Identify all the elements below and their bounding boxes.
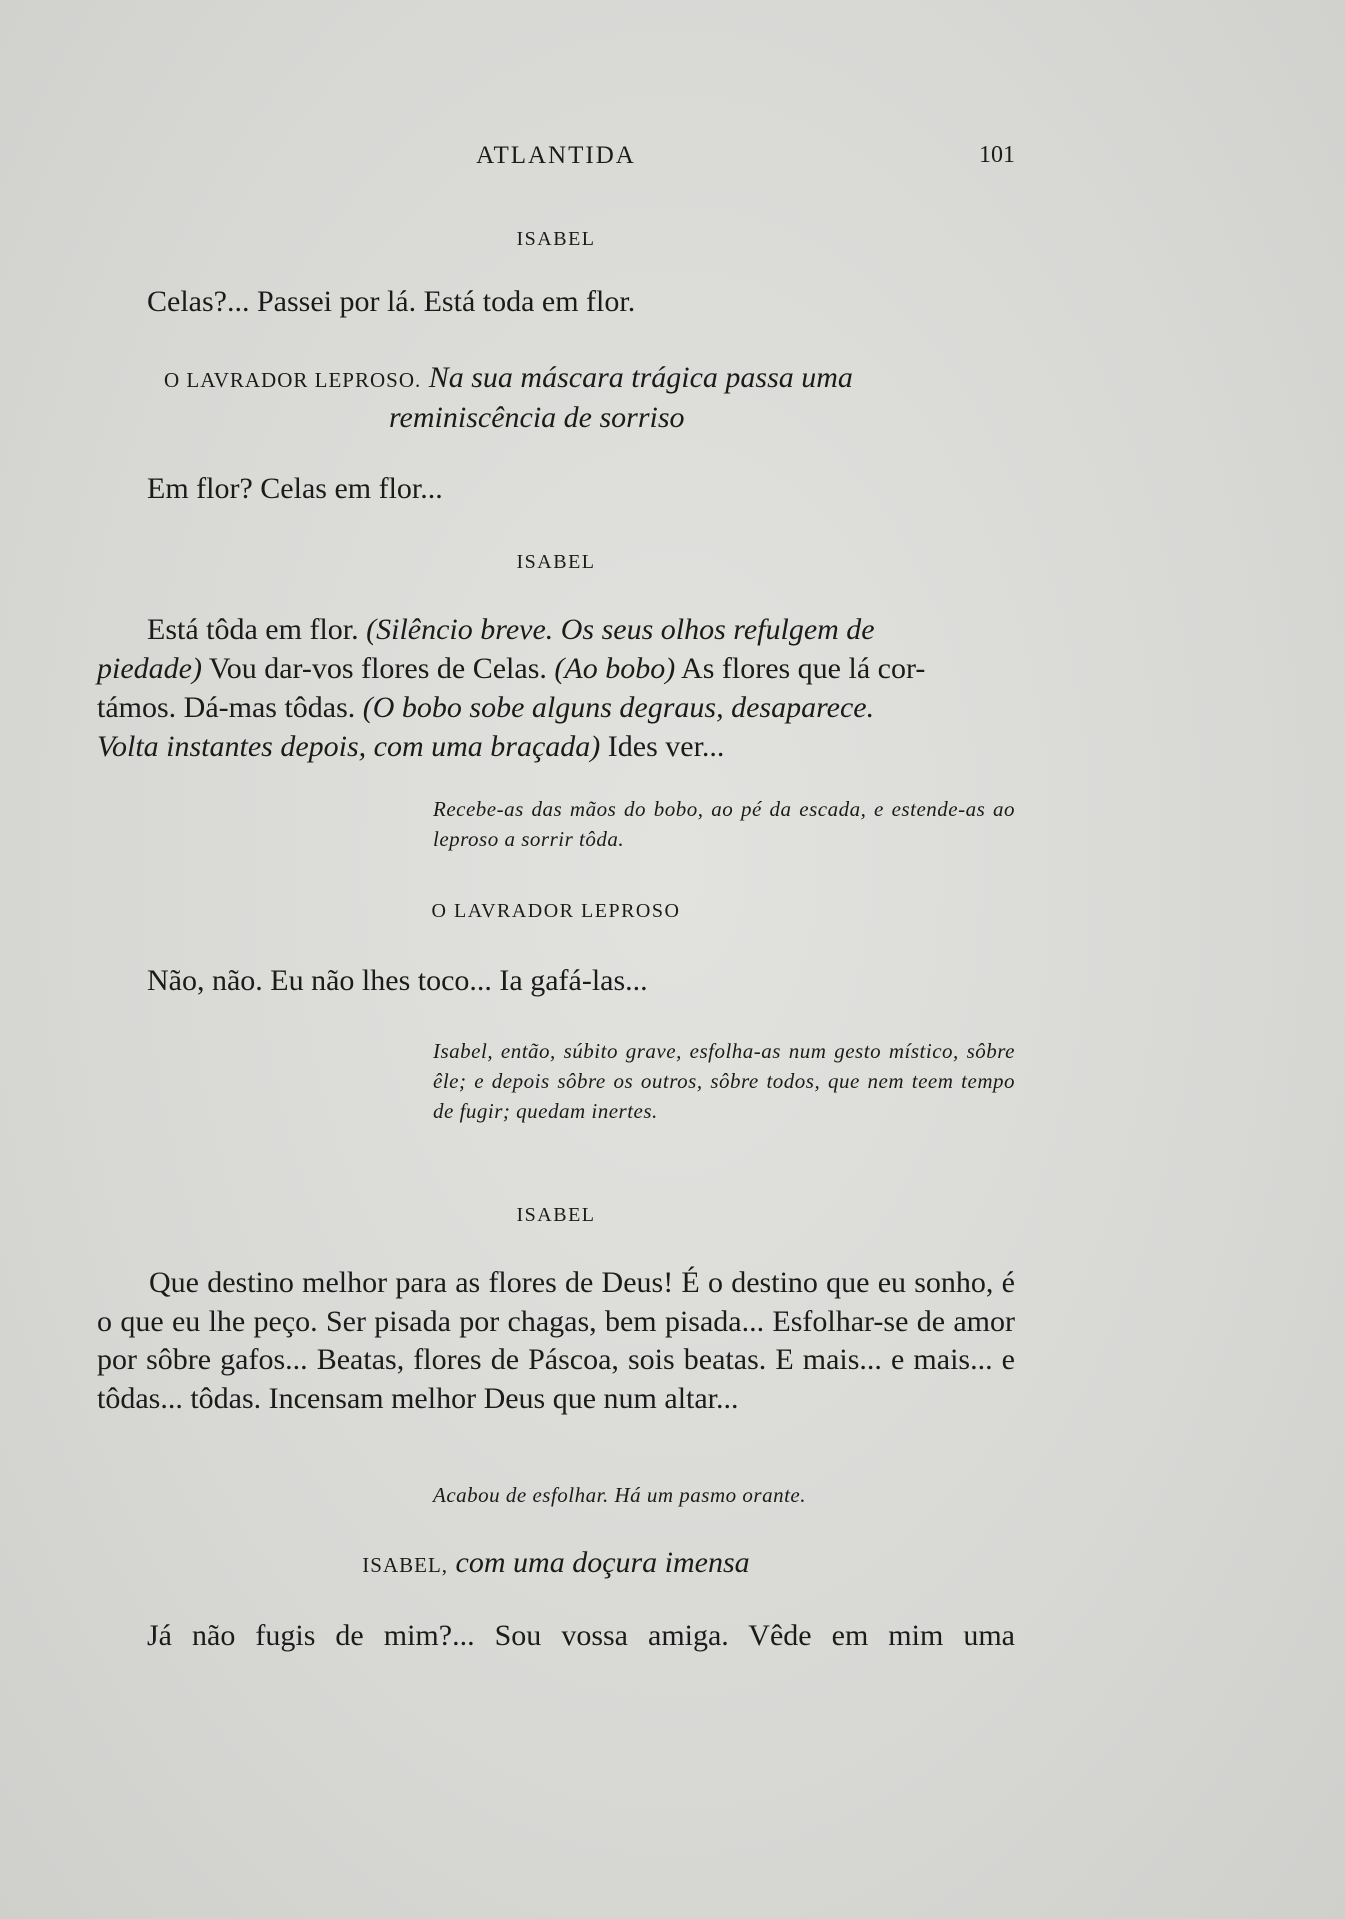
speaker-direction-leproso-1 [164,359,1024,437]
dialogue-line-3d [97,728,1015,766]
dialogue-line-2: Em flor? Celas em flor... [147,472,443,505]
speaker-direction-isabel-4 [97,1546,1015,1580]
dialogue-text-3e: Ides ver... [600,730,725,763]
dialogue-line-3c [97,689,1015,727]
speaker-isabel-3: ISABEL [516,1204,596,1226]
dialogue-text-3c: As flores que lá cor- [675,652,926,685]
stage-direction-3d: (O bobo sobe alguns degraus, desaparece. [362,691,875,724]
dialogue-text-3b: Vou dar-vos flores de Celas. [201,652,555,685]
stage-direction-inline-3: com uma doçura imensa [455,1546,750,1579]
dialogue-line-3b [97,650,1015,688]
speaker-isabel-1: ISABEL [516,228,596,250]
dialogue-text-5: Que destino melhor para as flores de Deus! É o destino que eu sonho, é o que eu lhe peço. Ser pisada por chagas, bem pisada... Esfolhar-se de amor por sôbre gafos... Beatas, flores de Páscoa, sois beatas. E mais... e mais... e tôdas... tôdas. Incensam melhor Deus que num altar... [97,1266,1015,1415]
stage-direction-inline-1: Na sua máscara trágica passa uma [428,361,853,394]
dialogue-line-1: Celas?... Passei por lá. Está toda em flor. [147,285,636,318]
stage-direction-block-2: Isabel, então, súbito grave, esfolha-as num gesto místico, sôbre êle; e depois sôbre os outros, sôbre todos, que nem teem tempo de fugir; quedam inertes. [433,1039,1015,1123]
stage-direction-inline-2: reminiscência de sorriso [389,401,685,434]
stage-direction-3a: (Silêncio breve. Os seus olhos refulgem de [366,613,875,646]
page-header [97,142,1015,176]
stage-direction-block-1: Recebe-as das mãos do bobo, ao pé da escada, e estende-as ao leproso a sorrir tôda. [433,797,1015,851]
speaker-leproso-2: O LAVRADOR LEPROSO [431,900,681,922]
stage-direction-3c: (Ao bobo) [554,652,676,685]
running-title: ATLANTIDA [476,142,636,169]
dialogue-line-6: Já não fugis de mim?... Sou vossa amiga. Vêde em mim uma [147,1619,1015,1652]
stage-direction-block-3: Acabou de esfolhar. Há um pasmo orante. [433,1483,806,1507]
speaker-leproso-1: O LAVRADOR LEPROSO. [164,368,422,392]
dialogue-text-3d: támos. Dá-mas tôdas. [97,691,363,724]
stage-direction-3b: piedade) [97,652,202,685]
page-number: 101 [979,142,1015,168]
dialogue-paragraph-5 [97,1264,1015,1418]
speaker-isabel-4: ISABEL, [362,1553,449,1577]
dialogue-text-3a: Está tôda em flor. [147,613,367,646]
speaker-isabel-2: ISABEL [516,551,596,573]
dialogue-line-3a [147,611,1065,649]
dialogue-line-4: Não, não. Eu não lhes toco... Ia gafá-las... [147,964,648,997]
stage-direction-3e: Volta instantes depois, com uma braçada) [97,730,601,763]
